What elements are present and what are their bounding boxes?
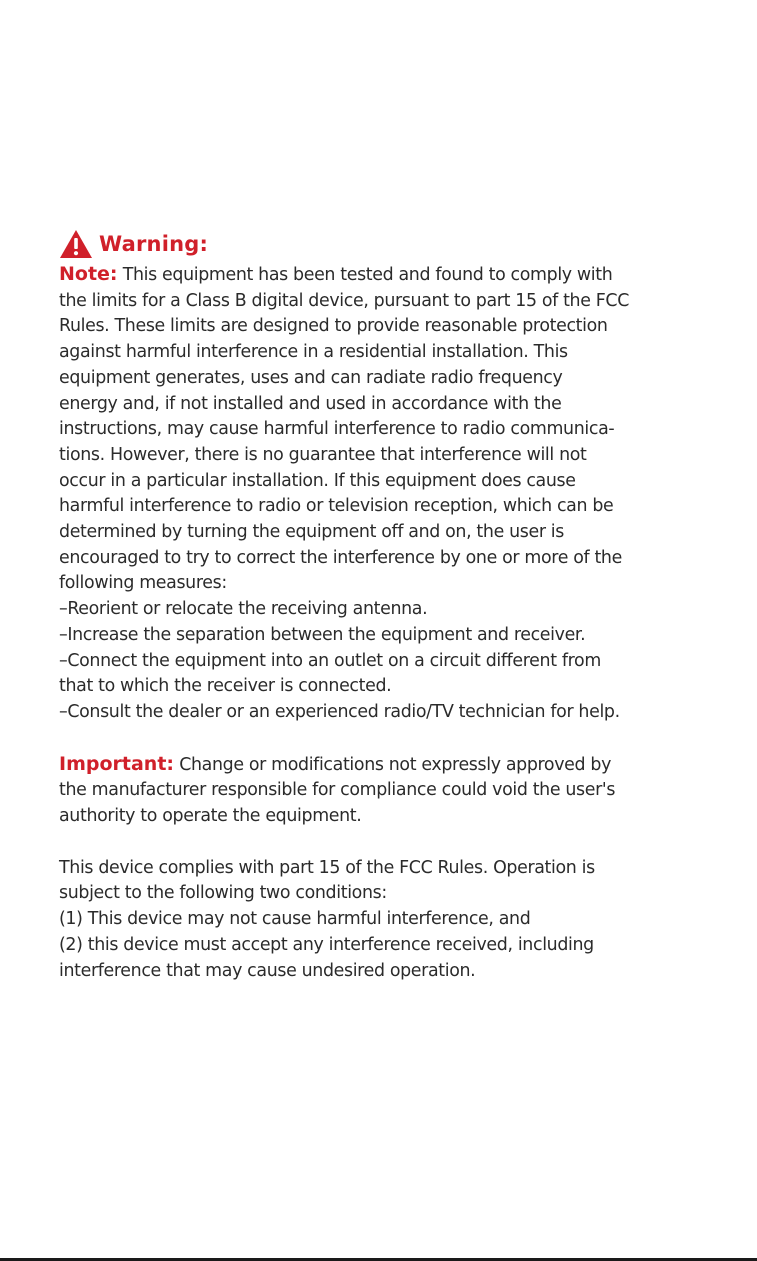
note-line: instructions, may cause harmful interference to radio communica-: [59, 419, 615, 440]
compliance-line: (1) This device may not cause harmful interference, and: [59, 909, 531, 930]
important-line: the manufacturer responsible for compliance could void the user's: [59, 780, 616, 801]
measure-item: –Reorient or relocate the receiving antenna.: [59, 599, 428, 620]
measure-item: –Increase the separation between the equipment and receiver.: [59, 624, 586, 645]
note-text: This equipment has been tested and found to comply with: [122, 265, 613, 285]
note-line: Rules. These limits are designed to provide reasonable protection: [59, 316, 608, 337]
compliance-line: This device complies with part 15 of the FCC Rules. Operation is: [59, 857, 595, 878]
measure-item: –Consult the dealer or an experienced radio/TV technician for help.: [59, 701, 620, 722]
note-line: tions. However, there is no guarantee that interference will not: [59, 444, 587, 465]
note-line: energy and, if not installed and used in accordance with the: [59, 393, 562, 414]
compliance-line: subject to the following two conditions:: [59, 883, 387, 904]
important-paragraph: [59, 752, 719, 830]
fcc-statement: [59, 226, 719, 984]
note-line: determined by turning the equipment off and on, the user is: [59, 522, 565, 543]
note-first-line: [59, 262, 719, 289]
warning-triangle-icon: [59, 229, 93, 259]
spacer: [59, 726, 719, 752]
compliance-line: (2) this device must accept any interference received, including: [59, 934, 594, 955]
spacer: [59, 830, 719, 856]
warning-heading: [59, 226, 719, 262]
measure-item: that to which the receiver is connected.: [59, 676, 392, 697]
important-label: Important:: [59, 752, 175, 775]
important-first-line: [59, 752, 719, 779]
important-line: authority to operate the equipment.: [59, 806, 362, 827]
important-text: Change or modifications not expressly approved by: [179, 754, 612, 775]
compliance-paragraph: [59, 856, 719, 985]
warning-title: Warning:: [99, 232, 209, 256]
note-line: against harmful interference in a residential installation. This: [59, 342, 568, 363]
compliance-line: interference that may cause undesired operation.: [59, 960, 476, 981]
note-line: following measures:: [59, 573, 227, 594]
note-label: Note:: [59, 263, 118, 285]
note-line: equipment generates, uses and can radiate radio frequency: [59, 367, 563, 388]
note-line: occur in a particular installation. If this equipment does cause: [59, 470, 576, 491]
note-paragraph: [59, 262, 719, 726]
note-line: harmful interference to radio or television reception, which can be: [59, 496, 614, 517]
note-line: encouraged to try to correct the interference by one or more of the: [59, 547, 622, 568]
note-line: the limits for a Class B digital device, pursuant to part 15 of the FCC: [59, 290, 629, 311]
measure-item: –Connect the equipment into an outlet on a circuit different from: [59, 650, 601, 671]
